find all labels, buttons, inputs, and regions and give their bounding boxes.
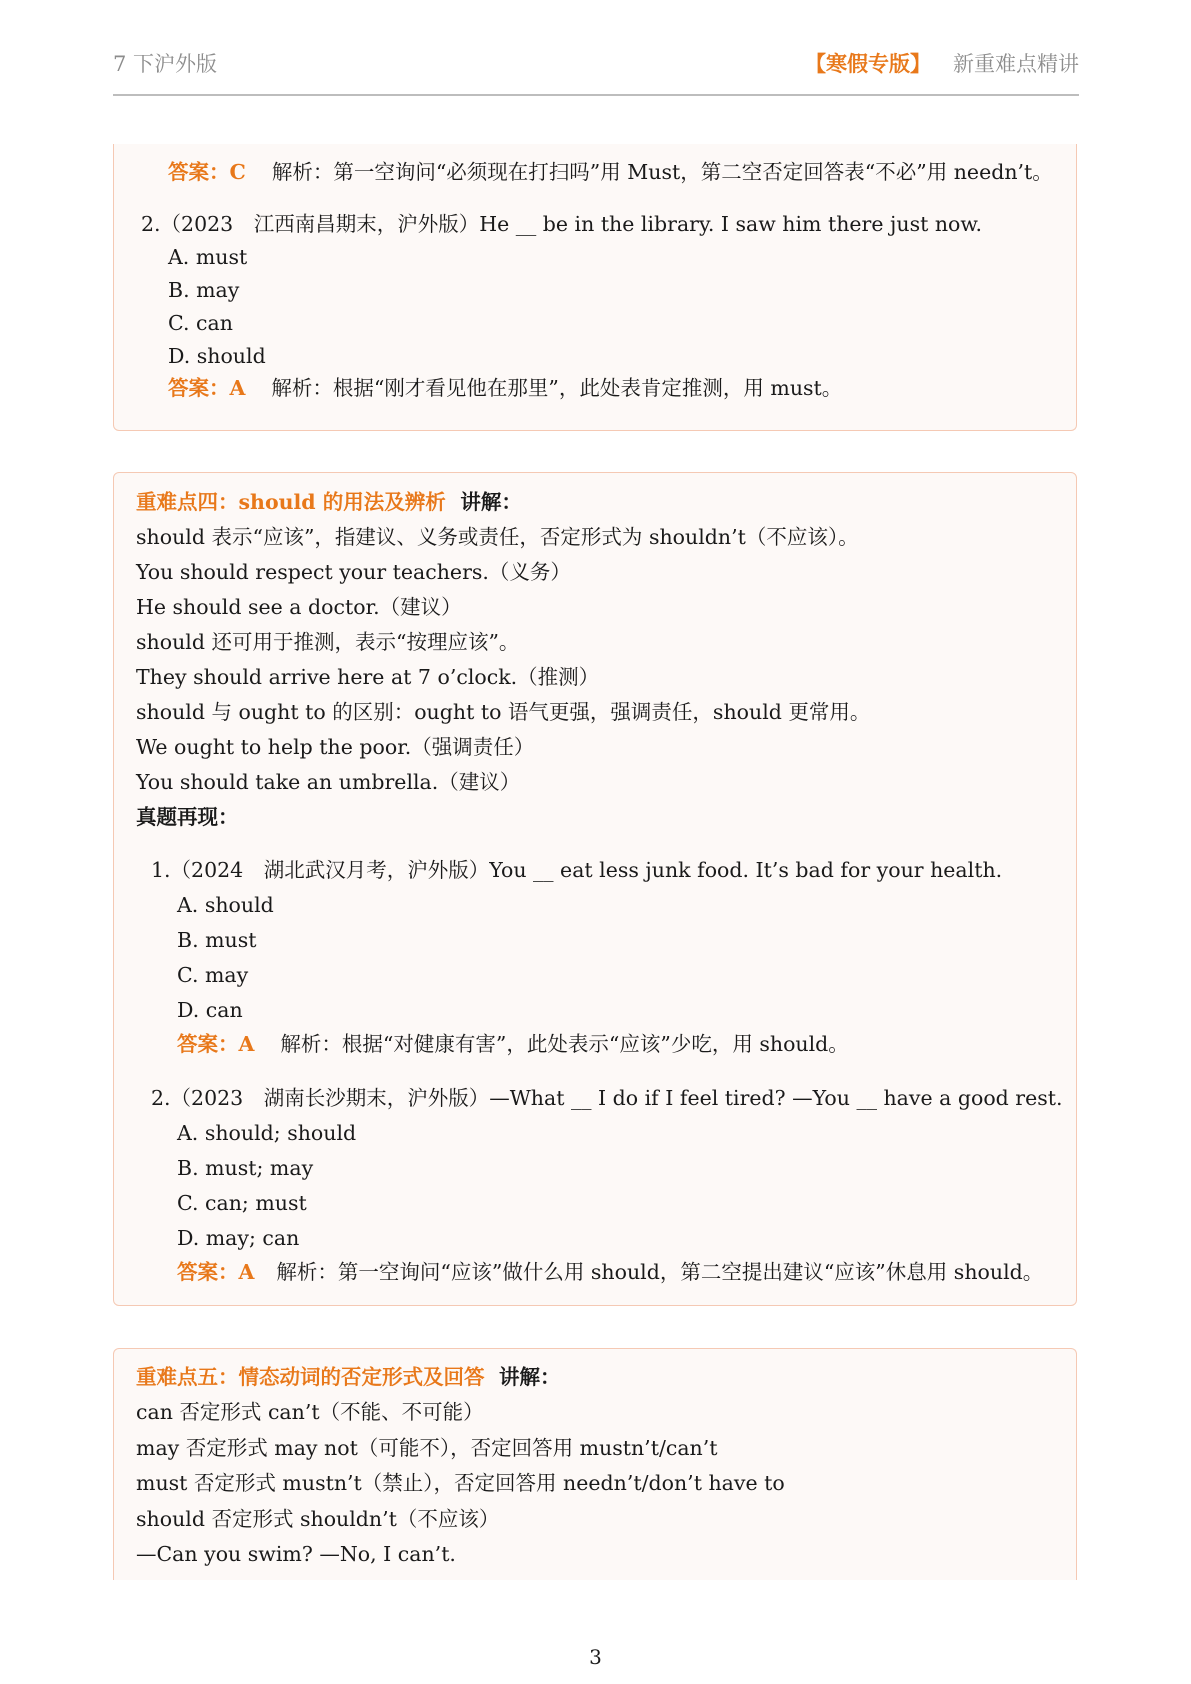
- answer-label: 答案：A: [168, 376, 246, 400]
- option-d: D. may; can: [177, 1226, 300, 1250]
- header-subtitle: 新重难点精讲: [953, 52, 1079, 76]
- answer-label: 答案：A: [177, 1260, 255, 1284]
- page-header: [113, 44, 1079, 94]
- header-right: [805, 48, 1079, 78]
- answer-line: [177, 1260, 1043, 1284]
- lecture-line: must 否定形式 mustn’t（禁止），否定回答用 needn’t/don’t have to: [136, 1471, 785, 1495]
- lecture-line: can 否定形式 can’t（不能、不可能）: [136, 1400, 484, 1424]
- header-badge: 【寒假专版】: [805, 51, 931, 76]
- option-b: B. may: [168, 278, 240, 302]
- question-stem: 1.（2024 湖北武汉月考，沪外版）You __ eat less junk food. It’s bad for your health.: [151, 858, 1003, 882]
- option-a: A. must: [168, 245, 248, 269]
- lecture-label: 讲解：: [499, 1365, 561, 1389]
- answer-line: [168, 160, 1053, 184]
- lecture-line: They should arrive here at 7 o’clock.（推测）: [136, 665, 600, 689]
- lecture-line: should 表示“应该”，指建议、义务或责任，否定形式为 shouldn’t（不应该）。: [136, 525, 859, 549]
- section-box-continued: [113, 144, 1077, 431]
- section-title: [136, 490, 522, 514]
- option-b: B. must: [177, 928, 257, 952]
- lecture-line: You should respect your teachers.（义务）: [136, 560, 571, 584]
- option-a: A. should: [177, 893, 274, 917]
- option-b: B. must; may: [177, 1156, 314, 1180]
- answer-analysis: 解析：根据“刚才看见他在那里”，此处表肯定推测，用 must。: [271, 376, 843, 400]
- real-exam-title: 真题再现：: [136, 805, 239, 829]
- lecture-label: 讲解：: [460, 490, 522, 514]
- answer-analysis: 解析：根据“对健康有害”，此处表示“应该”少吃，用 should。: [280, 1032, 849, 1056]
- answer-analysis: 解析：第一空询问“必须现在打扫吗”用 Must，第二空否定回答表“不必”用 needn’t。: [271, 160, 1053, 184]
- option-c: C. can: [168, 311, 233, 335]
- lecture-line: He should see a doctor.（建议）: [136, 595, 462, 619]
- section-title: [136, 1365, 561, 1389]
- section-title-text: 重难点五：情态动词的否定形式及回答: [136, 1365, 485, 1389]
- page-number: 3: [589, 1645, 602, 1669]
- section-box-negatives: [113, 1348, 1077, 1580]
- answer-label: 答案：A: [177, 1032, 255, 1056]
- option-d: D. can: [177, 998, 243, 1022]
- lecture-line: should 否定形式 shouldn’t（不应该）: [136, 1507, 500, 1531]
- lecture-line: You should take an umbrella.（建议）: [136, 770, 521, 794]
- section-box-should: [113, 472, 1077, 1306]
- option-d: D. should: [168, 344, 266, 368]
- answer-line: [177, 1032, 849, 1056]
- section-title-text: 重难点四：should 的用法及辨析: [136, 490, 446, 514]
- answer-label: 答案：C: [168, 160, 246, 184]
- answer-line: [168, 376, 842, 400]
- question-stem: 2.（2023 江西南昌期末，沪外版）He __ be in the library. I saw him there just now.: [141, 212, 983, 236]
- answer-analysis: 解析：第一空询问“应该”做什么用 should，第二空提出建议“应该”休息用 should。: [276, 1260, 1044, 1284]
- lecture-line: may 否定形式 may not（可能不），否定回答用 mustn’t/can’t: [136, 1436, 718, 1460]
- question-stem: 2.（2023 湖南长沙期末，沪外版）—What __ I do if I feel tired? —You __ have a good rest.: [151, 1086, 1063, 1110]
- header-grade: 7 下沪外版: [113, 52, 218, 76]
- option-c: C. can; must: [177, 1191, 307, 1215]
- lecture-line: should 还可用于推测，表示“按理应该”。: [136, 630, 520, 654]
- option-a: A. should; should: [177, 1121, 357, 1145]
- option-c: C. may: [177, 963, 249, 987]
- lecture-line: should 与 ought to 的区别：ought to 语气更强，强调责任，should 更常用。: [136, 700, 871, 724]
- lecture-line: We ought to help the poor.（强调责任）: [136, 735, 535, 759]
- header-divider: [113, 94, 1079, 96]
- lecture-line: —Can you swim? —No, I can’t.: [136, 1542, 456, 1566]
